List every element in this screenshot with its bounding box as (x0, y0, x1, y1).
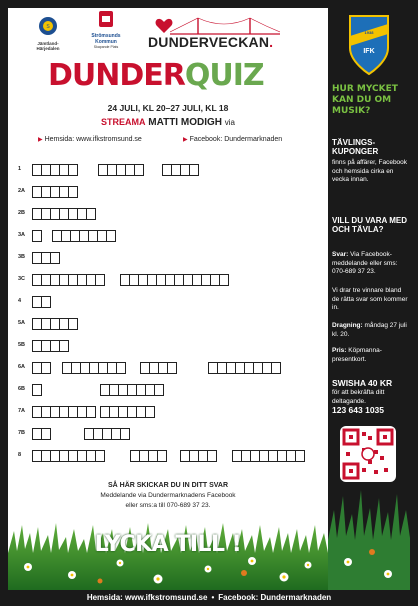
answer-cell[interactable] (271, 362, 281, 374)
sidebar-dragning (332, 322, 408, 339)
answer-cell[interactable] (95, 450, 105, 462)
stream-via: via (224, 118, 235, 127)
footer-website[interactable]: Hemsida: www.ifkstromsund.se (86, 593, 208, 602)
footer (0, 590, 418, 606)
clue-number-2b: 2B (18, 210, 26, 216)
sidebar-q2-text: finns på affärer, Facebook och hemsida cirka en vecka innan. (332, 159, 408, 183)
badge-year: 1938 (364, 30, 374, 35)
clue-number-6b: 6B (18, 386, 26, 392)
clue-number-8: 8 (18, 452, 22, 458)
swish-text: för att bekräfta ditt deltagande. (332, 389, 385, 405)
pris-label: Pris: (332, 347, 347, 354)
sidebar-q1: HUR MYCKET KAN DU OM MUSIK? (332, 84, 398, 116)
title-part2: QUIZ (184, 58, 264, 93)
clue-number-2a: 2A (18, 188, 26, 194)
quiz-title (48, 58, 288, 98)
svar-label: Svar: (332, 251, 349, 258)
brand-title (148, 34, 273, 50)
clue-number-3b: 3B (18, 254, 26, 260)
submit-line1: Meddelande via Dundermarknadens Facebook (100, 492, 236, 499)
title-part1: DUNDER (48, 58, 185, 93)
badge-name: IFK (363, 48, 375, 55)
main-panel (8, 8, 328, 590)
facebook-link[interactable] (183, 136, 282, 143)
swish-number: 123 643 1035 (332, 405, 384, 415)
stream-line (8, 117, 328, 128)
dragning-text: måndag 27 juli kl. 20. (332, 322, 407, 338)
answer-cell[interactable] (32, 384, 42, 396)
clue-number-5a: 5A (18, 320, 26, 326)
answer-cell[interactable] (68, 318, 78, 330)
pris-text: Köpmanna-presentkort. (332, 347, 382, 363)
svar-text: Via Facebook-meddelande eller sms: 070-689 37 23. (332, 251, 398, 275)
sidebar-q2: TÄVLINGS-KUPONGER (332, 138, 379, 156)
clue-number-6a: 6A (18, 364, 26, 370)
answer-cell[interactable] (32, 230, 42, 242)
municipality-logo (88, 10, 124, 49)
swish-qr-code[interactable] (340, 426, 396, 482)
clue-number-4: 4 (18, 298, 22, 304)
answer-cell[interactable] (189, 164, 199, 176)
svg-text:S: S (46, 24, 50, 30)
ifk-badge-icon (346, 12, 392, 76)
footer-separator: • (211, 593, 215, 602)
answer-cell[interactable] (68, 164, 78, 176)
answer-cell[interactable] (50, 252, 60, 264)
answer-cell[interactable] (295, 450, 305, 462)
clue-number-7b: 7B (18, 430, 26, 436)
clue-number-5b: 5B (18, 342, 26, 348)
qr-code-icon (340, 426, 396, 482)
submit-line2: eller sms:a till 070-689 37 23. (125, 502, 211, 509)
arrow-icon: ▶ (183, 137, 188, 143)
district-logo-text: Jämtland-Härjedalen (36, 41, 60, 51)
municipality-crest-icon (88, 10, 124, 28)
facebook-text: Facebook: Dundermarknaden (189, 136, 283, 143)
sidebar-svar (332, 251, 408, 277)
sidebar (328, 8, 410, 590)
good-luck-text: LYCKA TILL ! (94, 532, 242, 557)
submit-heading: SÅ HÄR SKICKAR DU IN DITT SVAR (107, 482, 229, 489)
district-logo (30, 16, 66, 51)
municipality-name: Strömsunds Kommun (91, 33, 121, 45)
sidebar-q3: VILL DU VARA MED OCH TÄVLA? (332, 216, 407, 234)
answer-cell[interactable] (167, 362, 177, 374)
footer-facebook[interactable]: Facebook: Dundermarknaden (218, 593, 332, 602)
quiz-dates: 24 JULI, KL 20–27 JULI, KL 18 (107, 103, 229, 113)
website-link[interactable] (38, 136, 142, 143)
answer-cell[interactable] (95, 274, 105, 286)
answer-cell[interactable] (134, 164, 144, 176)
answer-cell[interactable] (68, 186, 78, 198)
stream-label: STREAMA (101, 117, 146, 127)
answer-cell[interactable] (219, 274, 229, 286)
clue-number-3a: 3A (18, 232, 26, 238)
answer-cell[interactable] (41, 362, 51, 374)
arrow-icon: ▶ (38, 137, 43, 143)
answer-cell[interactable] (116, 362, 126, 374)
district-crest-icon (30, 16, 66, 36)
answer-cell[interactable] (154, 384, 164, 396)
municipality-sub: Skapande Plats (93, 45, 119, 49)
answer-cell[interactable] (86, 208, 96, 220)
sidebar-grass-illustration (328, 490, 410, 590)
answer-cell[interactable] (207, 450, 217, 462)
answer-cell[interactable] (106, 230, 116, 242)
brand-dot: . (269, 34, 274, 50)
answer-cell[interactable] (59, 340, 69, 352)
answer-cell[interactable] (145, 406, 155, 418)
brand-name: DUNDERVECKAN (148, 34, 270, 50)
clue-number-1: 1 (18, 166, 22, 172)
stream-name: MATTI MODIGH (148, 117, 222, 128)
clue-number-7a: 7A (18, 408, 26, 414)
website-text: Hemsida: www.ifkstromsund.se (44, 136, 142, 143)
sidebar-pris (332, 347, 408, 364)
answer-cell[interactable] (120, 428, 130, 440)
answer-cell[interactable] (41, 296, 51, 308)
answer-cell[interactable] (157, 450, 167, 462)
sidebar-draw: Vi drar tre vinnare bland de rätta svar som kommer in. (332, 287, 408, 311)
dragning-label: Dragning: (332, 322, 363, 329)
clue-number-3c: 3C (18, 276, 26, 282)
swish-heading: SWISHA 40 KR (332, 378, 393, 388)
answer-cell[interactable] (41, 428, 51, 440)
answer-cell[interactable] (86, 406, 96, 418)
